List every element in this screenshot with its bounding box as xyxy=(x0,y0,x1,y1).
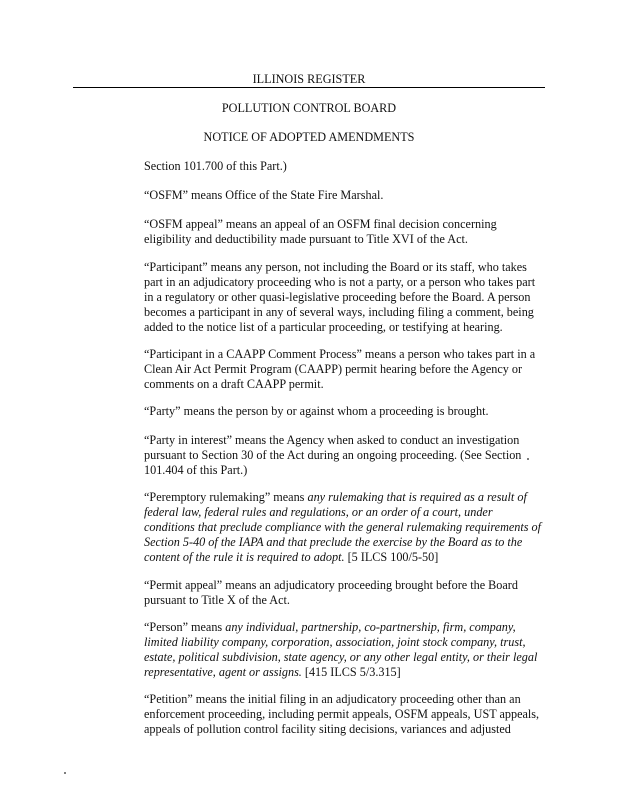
text-line: comments on a draft CAAPP permit. xyxy=(144,377,324,391)
text-line: “OSFM appeal” means an appeal of an OSFM final decision concerning xyxy=(144,217,497,231)
definition-petition xyxy=(144,692,544,737)
text-line: Section 5-40 of the IAPA and that preclude the exercise by the Board as to the xyxy=(144,535,523,549)
text-line: enforcement proceeding, including permit appeals, OSFM appeals, UST appeals, xyxy=(144,707,540,721)
text-line: “Person” means any individual, partnership, co-partnership, firm, company, xyxy=(144,620,516,634)
definition-person xyxy=(144,620,544,680)
text-line: “Petition” means the initial filing in an adjudicatory proceeding other than an xyxy=(144,692,521,706)
text-line: Section 101.700 of this Part.) xyxy=(144,159,287,173)
register-title: ILLINOIS REGISTER xyxy=(252,72,366,86)
text-line: “Permit appeal” means an adjudicatory proceeding brought before the Board xyxy=(144,578,518,592)
text-line: pursuant to Title X of the Act. xyxy=(144,593,290,607)
text-line: eligibility and deductibility made pursuant to Title XVI of the Act. xyxy=(144,232,468,246)
text-line: limited liability company, corporation, association, joint stock company, trust, xyxy=(144,635,526,649)
definition-osfm xyxy=(144,188,544,203)
text-line: part in an adjudicatory proceeding who is not a party, or a person who takes part xyxy=(144,275,536,289)
text-line: “Party” means the person by or against whom a proceeding is brought. xyxy=(144,404,489,418)
text-line: 101.404 of this Part.) xyxy=(144,463,248,477)
text-line: “Peremptory rulemaking” means any rulemaking that is required as a result of xyxy=(144,490,527,504)
text-line: becomes a participant in any of several ways, including filing a comment, being xyxy=(144,305,534,319)
board-name: POLLUTION CONTROL BOARD xyxy=(221,101,397,115)
definition-party xyxy=(144,404,544,419)
text-line: added to the notice list of a particular proceeding, or testifying at hearing. xyxy=(144,320,503,334)
header-divider xyxy=(73,87,545,88)
notice-title: NOTICE OF ADOPTED AMENDMENTS xyxy=(203,130,415,144)
text-line: Clean Air Act Permit Program (CAAPP) permit hearing before the Agency or xyxy=(144,362,523,376)
text-line: “Participant in a CAAPP Comment Process” means a person who takes part in a xyxy=(144,347,536,361)
definition-peremptory-rulemaking xyxy=(144,490,544,565)
definition-participant-caapp xyxy=(144,347,544,392)
scan-speck xyxy=(64,772,66,774)
text-line: “Party in interest” means the Agency when asked to conduct an investigation xyxy=(144,433,520,447)
text-line: representative, agent or assigns. [415 ILCS 5/3.315] xyxy=(144,665,401,679)
text-line: “Participant” means any person, not including the Board or its staff, who takes xyxy=(144,260,527,274)
text-line: pursuant to Section 30 of the Act during an ongoing proceeding. (See Section xyxy=(144,448,522,462)
text-line: estate, political subdivision, state agency, or any other legal entity, or their legal xyxy=(144,650,538,664)
text-line: in a regulatory or other quasi-legislative proceeding before the Board. A person xyxy=(144,290,531,304)
definition-participant xyxy=(144,260,544,335)
text-line: “OSFM” means Office of the State Fire Marshal. xyxy=(144,188,384,202)
text-line: federal law, federal rules and regulations, or an order of a court, under xyxy=(144,505,493,519)
text-line: appeals of pollution control facility siting decisions, variances and adjusted xyxy=(144,722,511,736)
text-line: conditions that preclude compliance with the general rulemaking requirements of xyxy=(144,520,542,534)
definition-osfm-appeal xyxy=(144,217,544,247)
paragraph-section-ref xyxy=(144,159,544,174)
definition-permit-appeal xyxy=(144,578,544,608)
text-line: content of the rule it is required to adopt. [5 ILCS 100/5-50] xyxy=(144,550,439,564)
definition-party-in-interest xyxy=(144,433,544,478)
scan-speck xyxy=(527,458,529,460)
